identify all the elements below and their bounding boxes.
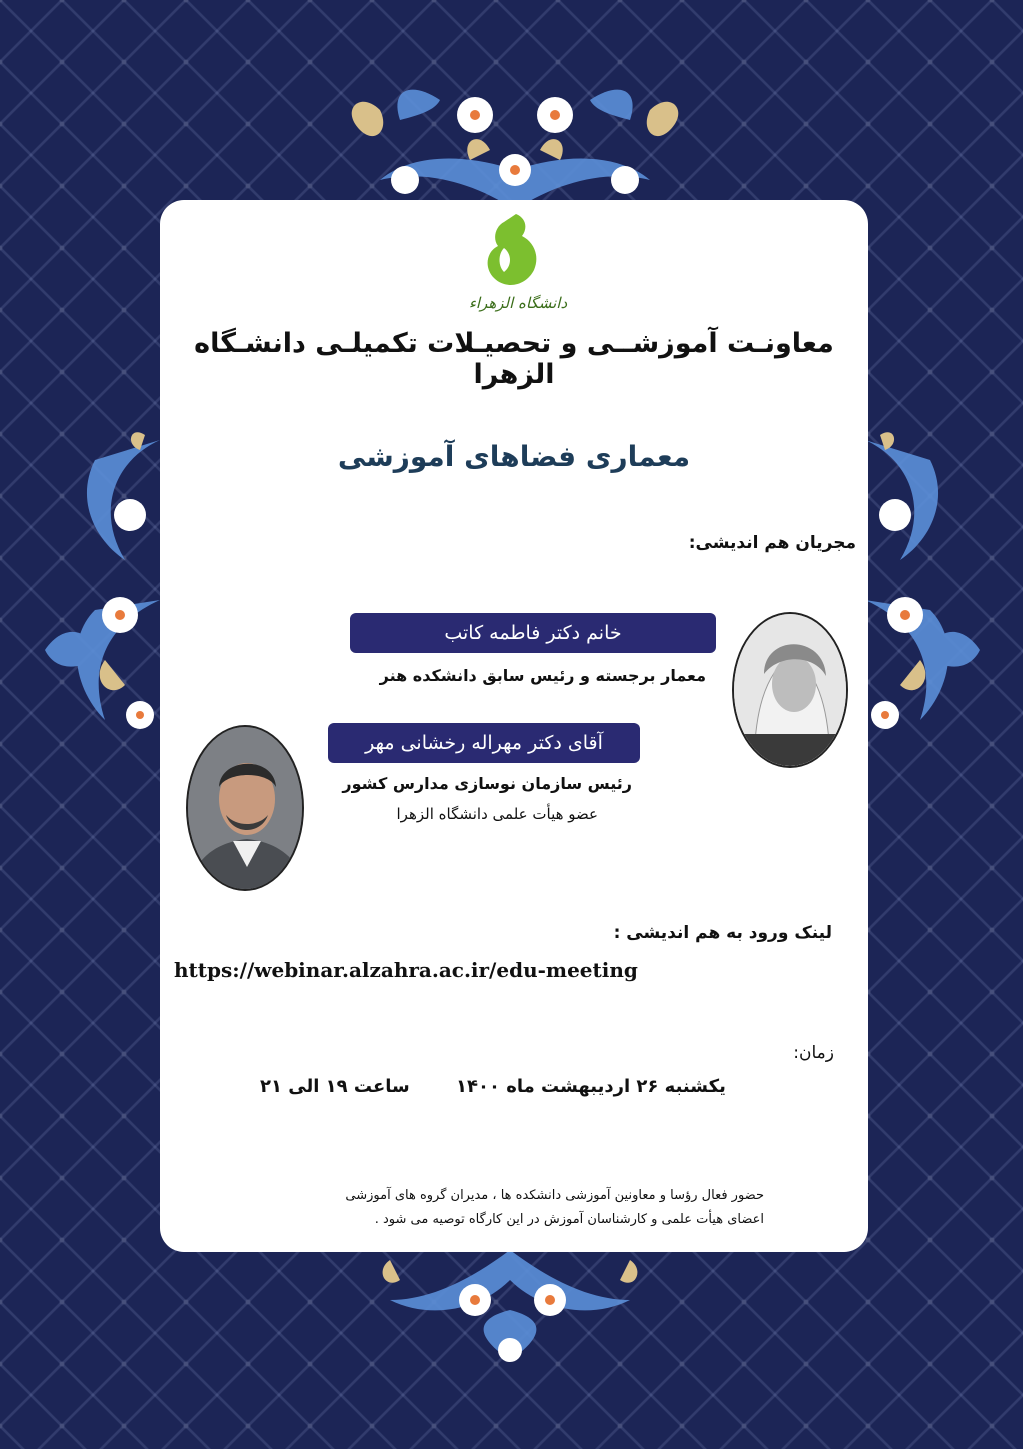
alzahra-university-logo bbox=[446, 208, 586, 314]
event-date: یکشنبه ۲۶ اردیبهشت ماه ۱۴۰۰ bbox=[456, 1076, 726, 1097]
attendance-note bbox=[286, 1184, 764, 1232]
attendance-note-line-2: اعضای هیأت علمی و کارشناسان آموزش در این کارگاه توصیه می شود . bbox=[374, 1212, 764, 1227]
link-label: لینک ورود به هم اندیشی : bbox=[613, 923, 832, 943]
svg-text:دانشگاه الزهراء: دانشگاه الزهراء bbox=[468, 294, 568, 312]
host-1-photo bbox=[732, 612, 848, 768]
top-floral-ornament bbox=[300, 60, 730, 220]
right-floral-ornament bbox=[860, 420, 990, 750]
host-2-photo bbox=[186, 725, 304, 891]
content-card bbox=[160, 200, 868, 1252]
host-2-name-badge: آقای دکتر مهراله رخشانی مهر bbox=[328, 723, 640, 763]
host-1-title: معمار برجسته و رئیس سابق دانشکده هنر bbox=[379, 666, 706, 685]
time-label: زمان: bbox=[793, 1043, 834, 1063]
hosts-label: مجریان هم اندیشی: bbox=[688, 533, 856, 553]
left-floral-ornament bbox=[35, 420, 165, 750]
attendance-note-line-1: حضور فعال رؤسا و معاونین آموزشی دانشکده ها ، مدیران گروه های آموزشی bbox=[345, 1188, 764, 1203]
host-2-affiliation: عضو هیأت علمی دانشگاه الزهرا bbox=[396, 805, 598, 823]
host-1-name-badge: خانم دکتر فاطمه کاتب bbox=[350, 613, 716, 653]
bottom-floral-ornament bbox=[360, 1240, 660, 1380]
host-2-title: رئیس سازمان نوسازی مدارس کشور bbox=[342, 774, 632, 793]
webinar-link[interactable]: https://webinar.alzahra.ac.ir/edu-meeting bbox=[174, 958, 638, 982]
event-title: معماری فضاهای آموزشی bbox=[337, 440, 691, 473]
organizer-title: معاونـت آموزشــی و تحصیـلات تکمیلـی دانشـگاه الزهرا bbox=[194, 328, 834, 390]
event-hours: ساعت ۱۹ الی ۲۱ bbox=[260, 1076, 410, 1097]
